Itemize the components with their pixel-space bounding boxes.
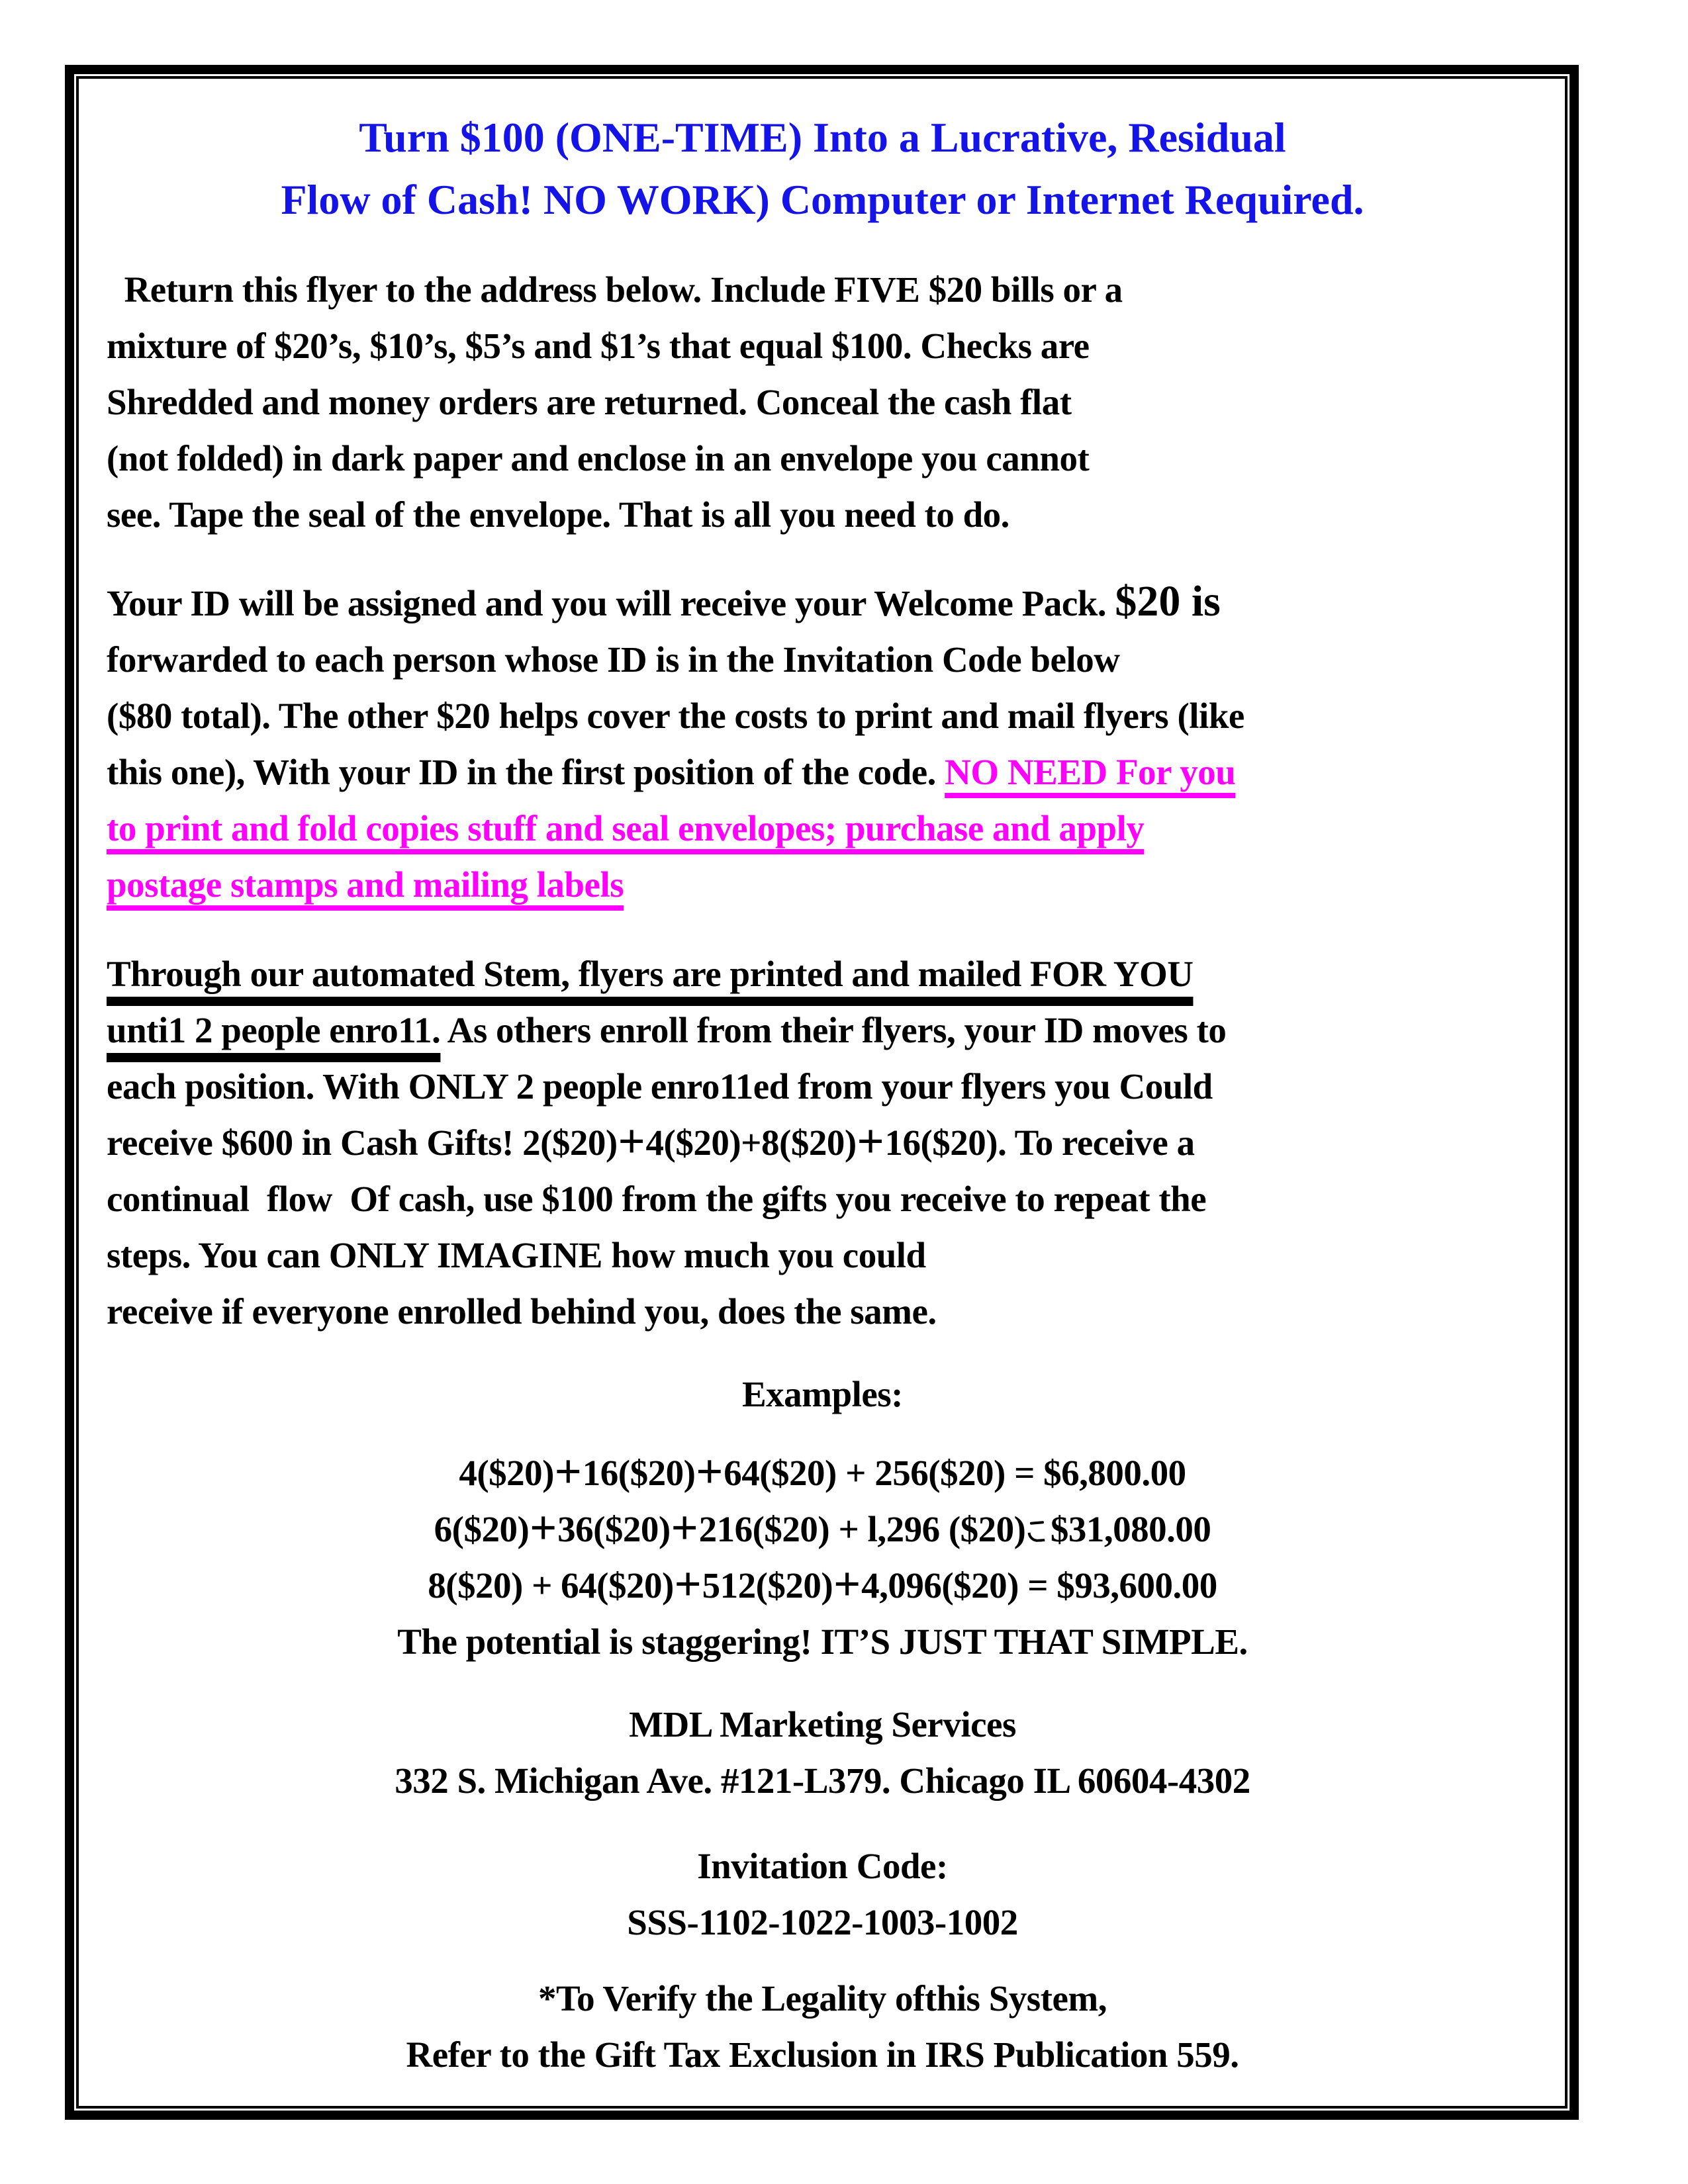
text-run: 8($20) + 64($20) xyxy=(428,1565,674,1606)
text-run: SSS-1102-1022-1003-1002 xyxy=(627,1902,1018,1942)
text-line xyxy=(107,1283,1538,1340)
text-run: to print and fold copies stuff and seal envelopes; purchase and apply xyxy=(107,808,1145,848)
text-line xyxy=(107,1838,1538,1894)
text-line xyxy=(107,1696,1538,1752)
text-line xyxy=(107,1002,1538,1058)
block-title xyxy=(107,107,1538,231)
text-line xyxy=(107,1752,1538,1809)
text-line: receive $600 in Cash Gifts! 2($20)+4($20)+8($20)+16($20). To receive a xyxy=(107,1114,1195,1168)
text-run: 16($20). To receive a xyxy=(884,1122,1195,1163)
text-run: steps. You can ONLY IMAGINE how much you could xyxy=(107,1235,926,1275)
block-assign xyxy=(107,573,1538,913)
text-run: forwarded to each person whose ID is in the Invitation Code below xyxy=(107,639,1120,680)
text-run: each position. With ONLY 2 people enro11ed from your flyers you Could xyxy=(107,1066,1213,1107)
text-line xyxy=(107,1366,1538,1422)
text-line xyxy=(107,1894,1538,1950)
text-line xyxy=(107,169,1538,231)
text-run: The potential is staggering! IT’S JUST THAT SIMPLE. xyxy=(397,1621,1248,1662)
text-line xyxy=(107,261,1538,318)
text-run: unti1 2 people enro11. xyxy=(107,1010,441,1050)
text-run: ($80 total). The other $20 helps cover the costs to print and mail flyers (like xyxy=(107,696,1244,736)
text-run: Through our automated Stem, flyers are printed and mailed FOR YOU xyxy=(107,954,1194,994)
text-line xyxy=(107,1614,1538,1670)
text-run: As others enroll from their flyers, your ID moves to xyxy=(440,1010,1227,1050)
text-run: 6($20) xyxy=(434,1509,530,1549)
text-line: 6($20)+36($20)+216($20) + l,296 ($20) $31,080.00 xyxy=(434,1500,1211,1555)
text-run: Refer to the Gift Tax Exclusion in IRS Publication 559. xyxy=(406,2034,1239,2075)
text-run: 36($20) xyxy=(557,1509,671,1549)
text-run: *To Verify the Legality ofthis System, xyxy=(538,1978,1107,2019)
text-line xyxy=(107,631,1538,688)
text-line: 8($20) + 64($20)+512($20)+4,096($20) = $93,600.00 xyxy=(428,1557,1217,1611)
block-stem xyxy=(107,946,1538,1340)
text-line xyxy=(107,486,1538,543)
text-run: see. Tape the seal of the envelope. That is all you need to do. xyxy=(107,494,1009,535)
flyer-content xyxy=(79,79,1565,2083)
text-run: Return this flyer to the address below. Include FIVE $20 bills or a xyxy=(107,269,1123,310)
text-run: receive $600 in Cash Gifts! 2($20) xyxy=(107,1122,618,1163)
text-line xyxy=(107,800,1538,856)
text-run: Invitation Code: xyxy=(697,1846,948,1886)
text-run: Shredded and money orders are returned. Conceal the cash flat xyxy=(107,382,1072,422)
page-border-outer xyxy=(65,65,1579,2120)
text-line xyxy=(107,856,1538,913)
text-run: Flow of Cash! NO WORK) Computer or Internet Required. xyxy=(281,176,1364,223)
text-run: Examples: xyxy=(742,1374,903,1414)
text-run: $20 is xyxy=(1115,577,1221,625)
text-run: (not folded) in dark paper and enclose in an envelope you cannot xyxy=(107,438,1090,478)
text-run: Turn $100 (ONE-TIME) Into a Lucrative, Residual xyxy=(359,114,1286,161)
text-line xyxy=(107,1171,1538,1227)
text-run: 16($20) xyxy=(582,1453,696,1493)
text-run: 216($20) + l,296 ($20) xyxy=(698,1509,1026,1549)
text-run: NO NEED For you xyxy=(945,752,1236,792)
text-run: 64($20) + 256($20) = $6,800.00 xyxy=(724,1453,1186,1493)
text-run: continual flow Of cash, use $100 from the gifts you receive to repeat the xyxy=(107,1179,1207,1219)
text-line xyxy=(107,374,1538,430)
text-line xyxy=(107,573,1538,631)
text-run: postage stamps and mailing labels xyxy=(107,864,624,905)
text-line xyxy=(107,946,1538,1002)
block-exhead xyxy=(107,1366,1538,1422)
text-line xyxy=(107,318,1538,374)
text-run: receive if everyone enrolled behind you, does the same. xyxy=(107,1291,937,1332)
text-run: 4($20) xyxy=(459,1453,554,1493)
block-verify xyxy=(107,1970,1538,2083)
text-line: 4($20)+16($20)+64($20) + 256($20) = $6,800.00 xyxy=(459,1444,1186,1498)
block-invite xyxy=(107,1838,1538,1950)
text-line xyxy=(107,430,1538,486)
text-run: MDL Marketing Services xyxy=(629,1704,1016,1745)
text-run: 4($20)+8($20) xyxy=(645,1122,857,1163)
text-line xyxy=(107,744,1538,800)
text-run: Your ID will be assigned and you will receive your Welcome Pack. xyxy=(107,583,1115,623)
page-border-inner xyxy=(76,76,1568,2109)
ko-equals-glyph-icon xyxy=(1028,1521,1047,1542)
block-examples xyxy=(107,1445,1538,1670)
text-line xyxy=(107,1970,1538,2026)
blocks-container xyxy=(107,107,1538,2083)
text-run: 512($20) xyxy=(702,1565,833,1606)
text-run: $31,080.00 xyxy=(1050,1509,1211,1549)
block-company xyxy=(107,1696,1538,1809)
text-run: mixture of $20’s, $10’s, $5’s and $1’s that equal $100. Checks are xyxy=(107,326,1090,366)
text-run: this one), With your ID in the first position of the code. xyxy=(107,752,945,792)
text-line xyxy=(107,2026,1538,2083)
text-line xyxy=(107,1058,1538,1115)
block-intro xyxy=(107,261,1538,543)
text-line xyxy=(107,107,1538,169)
text-line xyxy=(107,688,1538,744)
text-line xyxy=(107,1227,1538,1283)
text-run: 4,096($20) = $93,600.00 xyxy=(861,1565,1217,1606)
text-run: 332 S. Michigan Ave. #121-L379. Chicago IL 60604-4302 xyxy=(395,1760,1250,1801)
